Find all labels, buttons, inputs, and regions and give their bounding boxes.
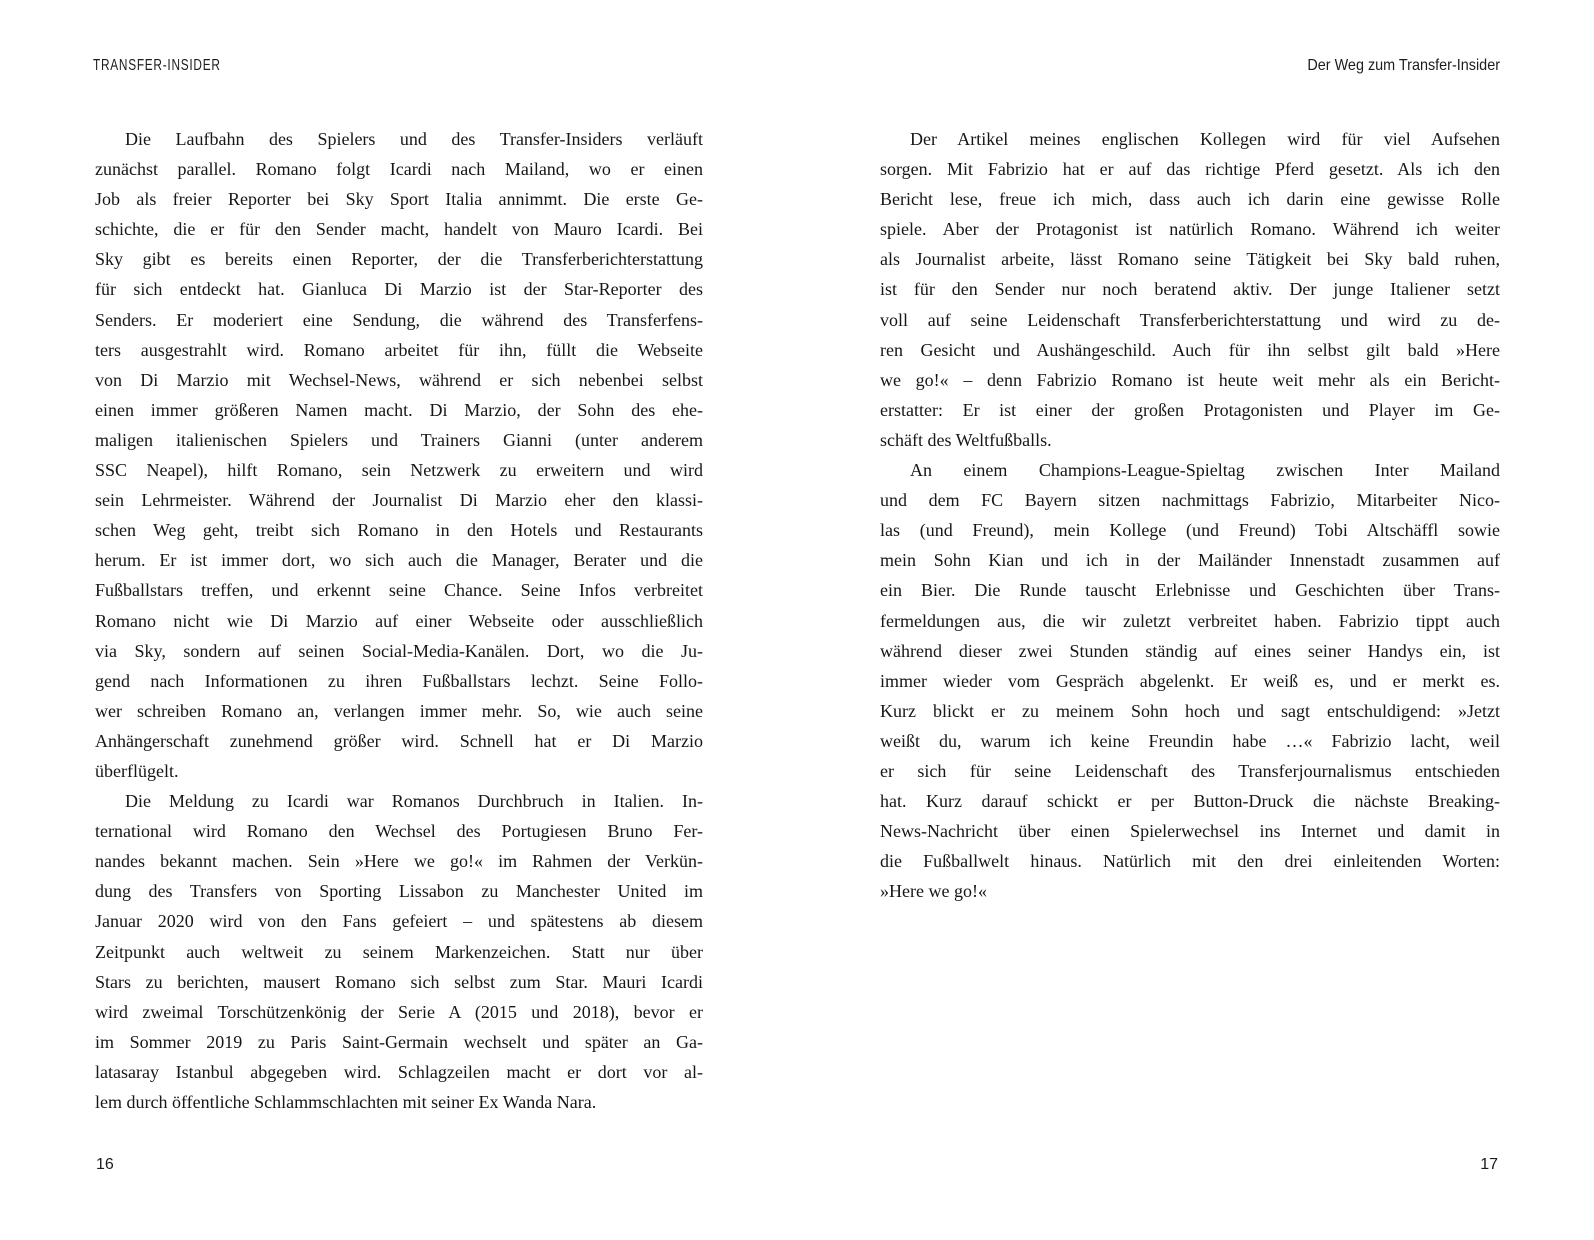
text-line: als Journalist arbeite, lässt Romano seine Tätigkeit bei Sky bald ruhen, (880, 249, 1500, 270)
text-line: dung des Transfers von Sporting Lissabon zu Manchester United im (95, 881, 703, 902)
text-line: schäft des Weltfußballs. (880, 429, 1052, 450)
text-line: spiele. Aber der Protagonist ist natürlich Romano. Während ich weiter (880, 219, 1500, 240)
text-line: wer schreiben Romano an, verlangen immer mehr. So, wie auch seine (95, 700, 703, 721)
text-line: Fußballstars treffen, und erkennt seine Chance. Seine Infos verbreitet (95, 580, 703, 601)
text-line: SSC Neapel), hilft Romano, sein Netzwerk zu erweitern und wird (95, 460, 703, 481)
text-line: we go!« – denn Fabrizio Romano ist heute weit mehr als ein Bericht- (880, 369, 1500, 390)
text-line: ein Bier. Die Runde tauscht Erlebnisse und Geschichten über Trans- (880, 580, 1500, 601)
text-line: von Di Marzio mit Wechsel-News, während er sich nebenbei selbst (95, 369, 703, 390)
text-line: Senders. Er moderiert eine Sendung, die während des Transferfens- (95, 309, 703, 330)
text-line: zunächst parallel. Romano folgt Icardi nach Mailand, wo er einen (95, 159, 703, 180)
text-line: latasaray Istanbul abgegeben wird. Schlagzeilen macht er dort vor al- (95, 1061, 703, 1082)
text-line: Der Artikel meines englischen Kollegen wird für viel Aufsehen (910, 129, 1500, 149)
running-head-right: Der Weg zum Transfer-Insider (1307, 57, 1500, 74)
text-line: nandes bekannt machen. Sein »Here we go!« im Rahmen der Verkün- (95, 851, 703, 872)
text-line: ren Gesicht und Aushängeschild. Auch für ihn selbst gilt bald »Here (880, 339, 1500, 360)
text-line: und dem FC Bayern sitzen nachmittags Fabrizio, Mitarbeiter Nico- (880, 490, 1500, 511)
text-line: wird zweimal Torschützenkönig der Serie A (2015 und 2018), bevor er (95, 1001, 703, 1022)
text-line: Anhängerschaft zunehmend größer wird. Schnell hat er Di Marzio (95, 730, 703, 751)
text-line: für sich entdeckt hat. Gianluca Di Marzio ist der Star-Reporter des (95, 279, 703, 300)
text-line: erstatter: Er ist einer der großen Protagonisten und Player im Ge- (880, 399, 1500, 420)
left-page-text-column (95, 124, 703, 1117)
text-line: ternational wird Romano den Wechsel des Portugiesen Bruno Fer- (95, 821, 703, 842)
right-page-text-column (880, 124, 1500, 906)
text-line: Die Meldung zu Icardi war Romanos Durchbruch in Italien. In- (125, 791, 703, 812)
text-line: Januar 2020 wird von den Fans gefeiert – und spätestens ab diesem (95, 911, 703, 932)
text-line: fermeldungen aus, die wir zuletzt verbreitet haben. Fabrizio tippt auch (880, 610, 1500, 631)
text-line: hat. Kurz darauf schickt er per Button-Druck die nächste Breaking- (880, 791, 1500, 812)
running-head-left: TRANSFER-INSIDER (93, 57, 221, 74)
text-line: Kurz blickt er zu meinem Sohn hoch und sagt entschuldigend: »Jetzt (880, 700, 1500, 721)
text-line: An einem Champions-League-Spieltag zwischen Inter Mailand (910, 460, 1500, 481)
text-line: sein Lehrmeister. Während der Journalist Di Marzio eher den klassi- (95, 490, 703, 511)
text-line: während dieser zwei Stunden ständig auf eines seiner Handys ein, ist (880, 640, 1500, 661)
text-line: ist für den Sender nur noch beratend aktiv. Der junge Italiener setzt (880, 279, 1500, 300)
text-line: mein Sohn Kian und ich in der Mailänder Innenstadt zusammen auf (880, 550, 1500, 571)
text-line: sorgen. Mit Fabrizio hat er auf das richtige Pferd gesetzt. Als ich den (880, 159, 1500, 180)
text-line: »Here we go!« (880, 881, 987, 902)
text-line: voll auf seine Leidenschaft Transferberichterstattung und wird zu de- (880, 309, 1500, 330)
text-line: ters ausgestrahlt wird. Romano arbeitet für ihn, füllt die Webseite (95, 339, 703, 360)
text-line: Romano nicht wie Di Marzio auf einer Webseite oder ausschließlich (95, 610, 703, 631)
text-line: überflügelt. (95, 760, 179, 781)
text-line: maligen italienischen Spielers und Trainers Gianni (unter anderem (95, 429, 703, 450)
text-line: via Sky, sondern auf seinen Social-Media-Kanälen. Dort, wo die Ju- (95, 640, 703, 661)
text-line: lem durch öffentliche Schlammschlachten mit seiner Ex Wanda Nara. (95, 1092, 597, 1112)
text-line: Sky gibt es bereits einen Reporter, der die Transferberichterstattung (95, 249, 703, 270)
text-line: News-Nachricht über einen Spielerwechsel ins Internet und damit in (880, 821, 1500, 842)
text-line: Job als freier Reporter bei Sky Sport Italia annimmt. Die erste Ge- (95, 189, 703, 210)
text-line: immer wieder vom Gespräch abgelenkt. Er weiß es, und er merkt es. (880, 670, 1500, 691)
text-line: Bericht lese, freue ich mich, dass auch ich darin eine gewisse Rolle (880, 189, 1500, 210)
text-line: Die Laufbahn des Spielers und des Transfer-Insiders verläuft (125, 129, 703, 149)
text-line: las (und Freund), mein Kollege (und Freund) Tobi Altschäffl sowie (880, 520, 1500, 541)
text-line: einen immer größeren Namen macht. Di Marzio, der Sohn des ehe- (95, 399, 703, 420)
text-line: schen Weg geht, treibt sich Romano in den Hotels und Restaurants (95, 520, 703, 541)
text-line: die Fußballwelt hinaus. Natürlich mit den drei einleitenden Worten: (880, 851, 1500, 872)
page-number-left: 16 (96, 1156, 114, 1173)
text-line: schichte, die er für den Sender macht, handelt von Mauro Icardi. Bei (95, 219, 703, 240)
text-line: Zeitpunkt auch weltweit zu seinem Markenzeichen. Statt nur über (95, 941, 703, 962)
text-line: er sich für seine Leidenschaft des Transferjournalismus entschieden (880, 760, 1500, 781)
page-number-right: 17 (1480, 1156, 1498, 1173)
text-line: herum. Er ist immer dort, wo sich auch die Manager, Berater und die (95, 550, 703, 571)
text-line: weißt du, warum ich keine Freundin habe …« Fabrizio lacht, weil (880, 730, 1500, 751)
text-line: Stars zu berichten, mausert Romano sich selbst zum Star. Mauri Icardi (95, 971, 703, 992)
text-line: gend nach Informationen zu ihren Fußballstars lechzt. Seine Follo- (95, 670, 703, 691)
text-line: im Sommer 2019 zu Paris Saint-Germain wechselt und später an Ga- (95, 1031, 703, 1052)
